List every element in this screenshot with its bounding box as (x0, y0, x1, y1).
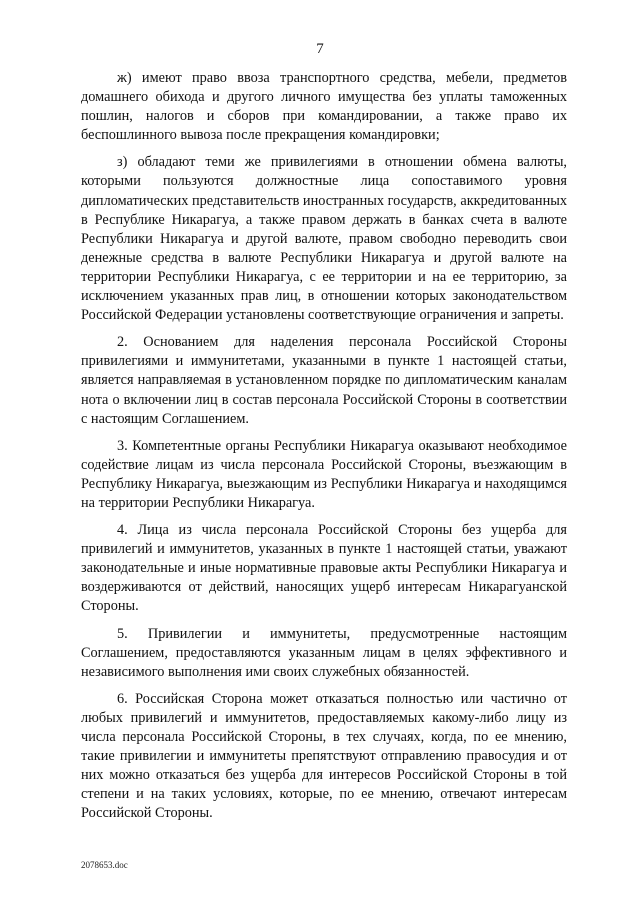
paragraph-z: з) обладают теми же привилегиями в отношении обмена валюты, которыми пользуются должностные лица сопоставимого уровня дипломатических представительств иностранных государств, аккредитованных в Республике Никарагуа, а также правом держать в банках счета в валюте Республики Никарагуа и другой валюте, правом свободно переводить свои денежные средства в валюте Республики Никарагуа и другой валюте на территории Республики Никарагуа, с ее территории и на ее территорию, за исключением указанных прав лиц, в отношении которых законодательством Российской Федерации установлены соответствующие ограничения и запреты. (81, 154, 567, 324)
paragraph-zh: ж) имеют право ввоза транспортного средства, мебели, предметов домашнего обихода и другого личного имущества без уплаты таможенных пошлин, налогов и сборов при командировании, а также право их беспошлинного вывоза после прекращения командировки; (81, 70, 567, 144)
footer-filename: 2078653.doc (81, 860, 128, 870)
document-body (81, 69, 567, 831)
paragraph-6: 6. Российская Сторона может отказаться полностью или частично от любых привилегий и иммунитетов, предоставляемых какому-либо лицу из числа персонала Российской Стороны, в тех случаях, когда, по ее мнению, такие привилегии и иммунитеты препятствуют отправлению правосудия и от них можно отказаться без ущерба для интересов Российской Стороны в той степени и на таких условиях, которые, по ее мнению, отвечают интересам Российской Стороны. (81, 690, 567, 822)
paragraph-5: 5. Привилегии и иммунитеты, предусмотренные настоящим Соглашением, предоставляются указанным лицам в целях эффективного и независимого выполнения ими своих служебных обязанностей. (81, 625, 567, 680)
paragraph-3: 3. Компетентные органы Республики Никарагуа оказывают необходимое содействие лицам из числа персонала Российской Стороны, въезжающим в Республику Никарагуа, выезжающим из Республики Никарагуа и находящимся на территории Республики Никарагуа. (81, 437, 567, 511)
paragraph-2: 2. Основанием для наделения персонала Российской Стороны привилегиями и иммунитетами, указанными в пункте 1 настоящей статьи, является направляемая в установленном порядке по дипломатическим каналам нота о включении лиц в состав персонала Российской Стороны в соответствии с настоящим Соглашением. (81, 334, 567, 427)
page-number: 7 (316, 41, 324, 57)
paragraph-4: 4. Лица из числа персонала Российской Стороны без ущерба для привилегий и иммунитетов, указанных в пункте 1 настоящей статьи, уважают законодательные и иные нормативные правовые акты Республики Никарагуа и воздерживаются от действий, наносящих ущерб интересам Никарагуанской Стороны. (81, 522, 567, 615)
